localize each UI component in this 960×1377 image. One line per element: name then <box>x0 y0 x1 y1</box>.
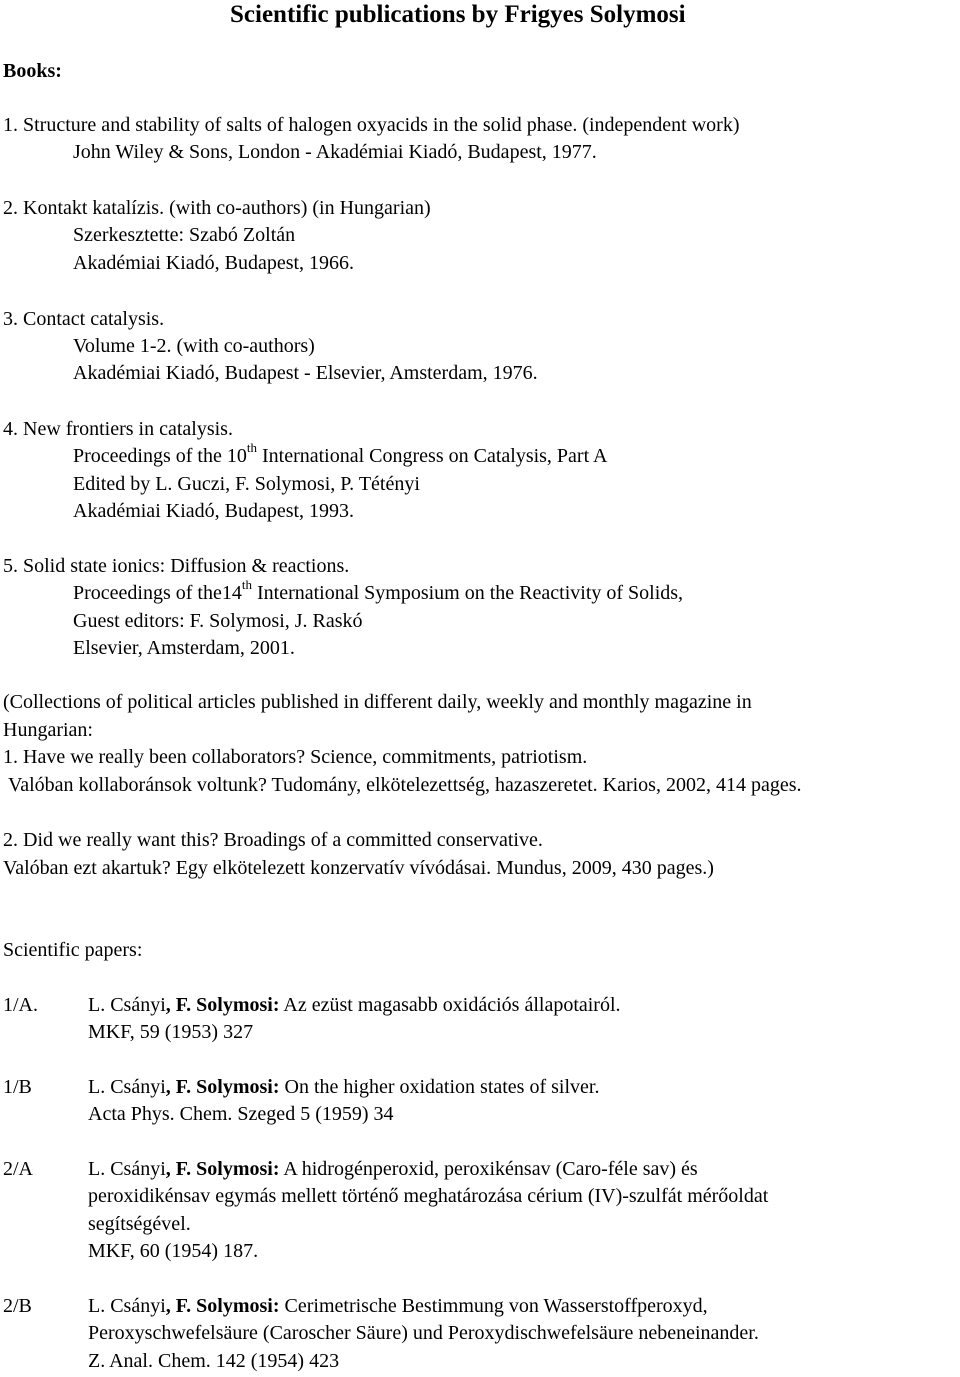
book-1-number: 1. <box>3 114 18 136</box>
book-1-publisher: John Wiley & Sons, London - Akadémiai Kiadó, Budapest, 1977. <box>73 141 597 163</box>
paper-1b-number: 1/B <box>3 1076 32 1098</box>
collections-intro-2: Hungarian: <box>3 719 93 741</box>
page-title: Scientific publications by Frigyes Solymosi <box>230 1 686 28</box>
papers-heading: Scientific papers: <box>3 939 143 961</box>
book-3-title: Contact catalysis. <box>23 308 165 330</box>
collection-2-english: 2. Did we really want this? Broadings of a committed conservative. <box>3 829 543 851</box>
paper-1a-citation: L. Csányi, F. Solymosi: Az ezüst magasabb oxidációs állapotairól. <box>88 994 621 1016</box>
book-4-number: 4. <box>3 418 18 440</box>
book-5-publisher: Elsevier, Amsterdam, 2001. <box>73 637 295 659</box>
book-2-title: Kontakt katalízis. (with co-authors) (in Hungarian) <box>23 197 431 219</box>
collection-2-hungarian: Valóban ezt akartuk? Egy elkötelezett konzervatív vívódásai. Mundus, 2009, 430 pages.) <box>3 857 714 879</box>
paper-2b-number: 2/B <box>3 1295 32 1317</box>
book-2-editor: Szerkesztette: Szabó Zoltán <box>73 224 296 246</box>
paper-2b-citation: L. Csányi, F. Solymosi: Cerimetrische Bestimmung von Wasserstoffperoxyd, <box>88 1295 708 1317</box>
book-3-line-1 <box>3 306 164 334</box>
book-3-number: 3. <box>3 308 18 330</box>
collections-intro-1: (Collections of political articles published in different daily, weekly and monthly magazine in <box>3 691 752 713</box>
paper-2a-citation: L. Csányi, F. Solymosi: A hidrogénperoxid, peroxikénsav (Caro-féle sav) és <box>88 1158 698 1180</box>
paper-1b-citation: L. Csányi, F. Solymosi: On the higher oxidation states of silver. <box>88 1076 600 1098</box>
paper-1a-reference: MKF, 59 (1953) 327 <box>88 1021 254 1043</box>
paper-1a-number: 1/A. <box>3 994 38 1016</box>
books-heading: Books: <box>3 60 62 82</box>
book-1-line-1 <box>3 112 740 140</box>
book-5-number: 5. <box>3 555 18 577</box>
book-1-title: Structure and stability of salts of halogen oxyacids in the solid phase. (independent work) <box>23 114 740 136</box>
book-4-publisher: Akadémiai Kiadó, Budapest, 1993. <box>73 500 355 522</box>
book-2-number: 2. <box>3 197 18 219</box>
paper-1b-reference: Acta Phys. Chem. Szeged 5 (1959) 34 <box>88 1103 394 1125</box>
paper-2b-reference: Z. Anal. Chem. 142 (1954) 423 <box>88 1350 340 1372</box>
book-2-line-1 <box>3 195 431 223</box>
book-2-publisher: Akadémiai Kiadó, Budapest, 1966. <box>73 252 355 274</box>
book-5-editors: Guest editors: F. Solymosi, J. Raskó <box>73 610 363 632</box>
book-5-line-1 <box>3 553 349 581</box>
book-5-proceedings: Proceedings of the14th International Symposium on the Reactivity of Solids, <box>73 577 684 604</box>
book-4-editors: Edited by L. Guczi, F. Solymosi, P. Tétényi <box>73 473 420 495</box>
book-4-proceedings: Proceedings of the 10th International Congress on Catalysis, Part A <box>73 440 608 467</box>
collection-1-english: 1. Have we really been collaborators? Science, commitments, patriotism. <box>3 746 588 768</box>
book-3-volume: Volume 1-2. (with co-authors) <box>73 335 315 357</box>
book-3-publisher: Akadémiai Kiadó, Budapest - Elsevier, Amsterdam, 1976. <box>73 362 538 384</box>
paper-2b-title-line-2: Peroxyschwefelsäure (Caroscher Säure) und Peroxydischwefelsäure nebeneinander. <box>88 1322 759 1344</box>
book-4-line-1 <box>3 416 233 444</box>
paper-2a-title-line-3: segítségével. <box>88 1213 191 1235</box>
book-4-title: New frontiers in catalysis. <box>23 418 233 440</box>
paper-2a-title-line-2: peroxidikénsav egymás mellett történő meghatározása cérium (IV)-szulfát mérőoldat <box>88 1185 769 1207</box>
paper-2a-number: 2/A <box>3 1158 33 1180</box>
book-5-title: Solid state ionics: Diffusion & reactions. <box>23 555 350 577</box>
paper-2a-reference: MKF, 60 (1954) 187. <box>88 1240 259 1262</box>
collection-1-hungarian: Valóban kollaboránsok voltunk? Tudomány, elkötelezettség, hazaszeretet. Karios, 2002, 414 pages. <box>8 774 802 796</box>
